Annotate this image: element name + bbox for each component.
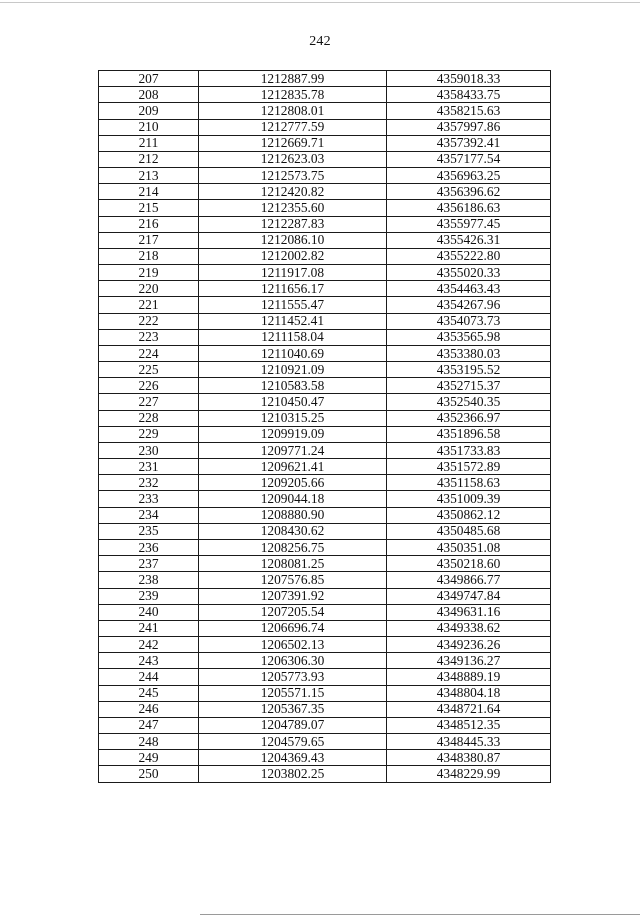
y-coordinate-cell: 4359018.33 (387, 71, 551, 87)
x-coordinate-cell: 1209919.09 (199, 426, 387, 442)
x-coordinate-cell: 1211555.47 (199, 297, 387, 313)
y-coordinate-cell: 4357997.86 (387, 119, 551, 135)
y-coordinate-cell: 4351158.63 (387, 475, 551, 491)
point-number-cell: 241 (99, 620, 199, 636)
table-row (99, 119, 551, 135)
point-number-cell: 250 (99, 766, 199, 782)
table-row (99, 734, 551, 750)
x-coordinate-cell: 1211656.17 (199, 281, 387, 297)
table-row (99, 637, 551, 653)
x-coordinate-cell: 1207576.85 (199, 572, 387, 588)
y-coordinate-cell: 4354463.43 (387, 281, 551, 297)
table-row (99, 410, 551, 426)
table-row (99, 87, 551, 103)
table-row (99, 151, 551, 167)
y-coordinate-cell: 4352540.35 (387, 394, 551, 410)
y-coordinate-cell: 4348229.99 (387, 766, 551, 782)
x-coordinate-cell: 1205773.93 (199, 669, 387, 685)
page-top-edge (0, 2, 640, 3)
x-coordinate-cell: 1210315.25 (199, 410, 387, 426)
point-number-cell: 207 (99, 71, 199, 87)
x-coordinate-cell: 1206306.30 (199, 653, 387, 669)
table-row (99, 539, 551, 555)
y-coordinate-cell: 4351572.89 (387, 459, 551, 475)
y-coordinate-cell: 4353380.03 (387, 345, 551, 361)
table-row (99, 507, 551, 523)
x-coordinate-cell: 1208256.75 (199, 539, 387, 555)
y-coordinate-cell: 4354073.73 (387, 313, 551, 329)
table-row (99, 216, 551, 232)
table-row (99, 168, 551, 184)
y-coordinate-cell: 4358433.75 (387, 87, 551, 103)
y-coordinate-cell: 4349631.16 (387, 604, 551, 620)
x-coordinate-cell: 1212835.78 (199, 87, 387, 103)
point-number-cell: 247 (99, 717, 199, 733)
point-number-cell: 218 (99, 248, 199, 264)
y-coordinate-cell: 4351009.39 (387, 491, 551, 507)
x-coordinate-cell: 1208081.25 (199, 556, 387, 572)
y-coordinate-cell: 4349747.84 (387, 588, 551, 604)
y-coordinate-cell: 4354267.96 (387, 297, 551, 313)
point-number-cell: 248 (99, 734, 199, 750)
point-number-cell: 225 (99, 362, 199, 378)
point-number-cell: 222 (99, 313, 199, 329)
point-number-cell: 246 (99, 701, 199, 717)
table-row (99, 620, 551, 636)
point-number-cell: 210 (99, 119, 199, 135)
point-number-cell: 232 (99, 475, 199, 491)
table-row (99, 103, 551, 119)
x-coordinate-cell: 1209044.18 (199, 491, 387, 507)
y-coordinate-cell: 4355426.31 (387, 232, 551, 248)
x-coordinate-cell: 1203802.25 (199, 766, 387, 782)
x-coordinate-cell: 1211452.41 (199, 313, 387, 329)
table-row (99, 200, 551, 216)
table-row (99, 281, 551, 297)
x-coordinate-cell: 1209621.41 (199, 459, 387, 475)
table-row (99, 717, 551, 733)
page-bottom-edge (200, 914, 640, 915)
table-row (99, 685, 551, 701)
x-coordinate-cell: 1212808.01 (199, 103, 387, 119)
y-coordinate-cell: 4349136.27 (387, 653, 551, 669)
point-number-cell: 224 (99, 345, 199, 361)
point-number-cell: 213 (99, 168, 199, 184)
x-coordinate-cell: 1209771.24 (199, 442, 387, 458)
y-coordinate-cell: 4351896.58 (387, 426, 551, 442)
table-row (99, 766, 551, 782)
point-number-cell: 234 (99, 507, 199, 523)
y-coordinate-cell: 4357392.41 (387, 135, 551, 151)
y-coordinate-cell: 4355222.80 (387, 248, 551, 264)
y-coordinate-cell: 4349338.62 (387, 620, 551, 636)
x-coordinate-cell: 1212420.82 (199, 184, 387, 200)
y-coordinate-cell: 4351733.83 (387, 442, 551, 458)
x-coordinate-cell: 1212669.71 (199, 135, 387, 151)
x-coordinate-cell: 1206502.13 (199, 637, 387, 653)
point-number-cell: 230 (99, 442, 199, 458)
point-number-cell: 233 (99, 491, 199, 507)
x-coordinate-cell: 1212777.59 (199, 119, 387, 135)
x-coordinate-cell: 1208880.90 (199, 507, 387, 523)
x-coordinate-cell: 1212086.10 (199, 232, 387, 248)
table-row (99, 313, 551, 329)
point-number-cell: 236 (99, 539, 199, 555)
y-coordinate-cell: 4349866.77 (387, 572, 551, 588)
table-row (99, 232, 551, 248)
point-number-cell: 229 (99, 426, 199, 442)
y-coordinate-cell: 4348380.87 (387, 750, 551, 766)
point-number-cell: 242 (99, 637, 199, 653)
table-row (99, 459, 551, 475)
x-coordinate-cell: 1212002.82 (199, 248, 387, 264)
x-coordinate-cell: 1212623.03 (199, 151, 387, 167)
point-number-cell: 217 (99, 232, 199, 248)
y-coordinate-cell: 4356963.25 (387, 168, 551, 184)
point-number-cell: 216 (99, 216, 199, 232)
table-row (99, 345, 551, 361)
table-row (99, 297, 551, 313)
x-coordinate-cell: 1210583.58 (199, 378, 387, 394)
x-coordinate-cell: 1208430.62 (199, 523, 387, 539)
x-coordinate-cell: 1207205.54 (199, 604, 387, 620)
point-number-cell: 209 (99, 103, 199, 119)
x-coordinate-cell: 1212287.83 (199, 216, 387, 232)
table-row (99, 71, 551, 87)
table-row (99, 378, 551, 394)
point-number-cell: 214 (99, 184, 199, 200)
table-row (99, 248, 551, 264)
y-coordinate-cell: 4350351.08 (387, 539, 551, 555)
x-coordinate-cell: 1206696.74 (199, 620, 387, 636)
y-coordinate-cell: 4352366.97 (387, 410, 551, 426)
point-number-cell: 227 (99, 394, 199, 410)
table-row (99, 329, 551, 345)
table-row (99, 701, 551, 717)
x-coordinate-cell: 1211040.69 (199, 345, 387, 361)
x-coordinate-cell: 1211158.04 (199, 329, 387, 345)
y-coordinate-cell: 4358215.63 (387, 103, 551, 119)
x-coordinate-cell: 1207391.92 (199, 588, 387, 604)
y-coordinate-cell: 4356396.62 (387, 184, 551, 200)
y-coordinate-cell: 4348804.18 (387, 685, 551, 701)
point-number-cell: 212 (99, 151, 199, 167)
point-number-cell: 219 (99, 265, 199, 281)
point-number-cell: 235 (99, 523, 199, 539)
y-coordinate-cell: 4357177.54 (387, 151, 551, 167)
table-row (99, 523, 551, 539)
table-row (99, 362, 551, 378)
point-number-cell: 239 (99, 588, 199, 604)
coordinates-table-body (99, 71, 551, 783)
point-number-cell: 240 (99, 604, 199, 620)
table-row (99, 588, 551, 604)
y-coordinate-cell: 4348512.35 (387, 717, 551, 733)
x-coordinate-cell: 1212887.99 (199, 71, 387, 87)
y-coordinate-cell: 4349236.26 (387, 637, 551, 653)
point-number-cell: 245 (99, 685, 199, 701)
table-row (99, 394, 551, 410)
x-coordinate-cell: 1212573.75 (199, 168, 387, 184)
y-coordinate-cell: 4355977.45 (387, 216, 551, 232)
table-row (99, 604, 551, 620)
y-coordinate-cell: 4348445.33 (387, 734, 551, 750)
table-row (99, 442, 551, 458)
y-coordinate-cell: 4348721.64 (387, 701, 551, 717)
table-row (99, 572, 551, 588)
x-coordinate-cell: 1211917.08 (199, 265, 387, 281)
point-number-cell: 215 (99, 200, 199, 216)
table-row (99, 669, 551, 685)
table-row (99, 556, 551, 572)
table-row (99, 135, 551, 151)
point-number-cell: 221 (99, 297, 199, 313)
point-number-cell: 238 (99, 572, 199, 588)
y-coordinate-cell: 4350485.68 (387, 523, 551, 539)
point-number-cell: 231 (99, 459, 199, 475)
y-coordinate-cell: 4353195.52 (387, 362, 551, 378)
y-coordinate-cell: 4350862.12 (387, 507, 551, 523)
x-coordinate-cell: 1205367.35 (199, 701, 387, 717)
point-number-cell: 226 (99, 378, 199, 394)
point-number-cell: 244 (99, 669, 199, 685)
y-coordinate-cell: 4348889.19 (387, 669, 551, 685)
point-number-cell: 249 (99, 750, 199, 766)
y-coordinate-cell: 4350218.60 (387, 556, 551, 572)
table-row (99, 265, 551, 281)
page-number: 242 (309, 34, 331, 49)
x-coordinate-cell: 1212355.60 (199, 200, 387, 216)
table-row (99, 491, 551, 507)
x-coordinate-cell: 1210450.47 (199, 394, 387, 410)
x-coordinate-cell: 1205571.15 (199, 685, 387, 701)
point-number-cell: 243 (99, 653, 199, 669)
point-number-cell: 220 (99, 281, 199, 297)
table-row (99, 426, 551, 442)
x-coordinate-cell: 1204369.43 (199, 750, 387, 766)
point-number-cell: 211 (99, 135, 199, 151)
table-row (99, 184, 551, 200)
coordinates-table (98, 70, 551, 783)
point-number-cell: 228 (99, 410, 199, 426)
point-number-cell: 208 (99, 87, 199, 103)
table-row (99, 475, 551, 491)
point-number-cell: 237 (99, 556, 199, 572)
y-coordinate-cell: 4353565.98 (387, 329, 551, 345)
y-coordinate-cell: 4355020.33 (387, 265, 551, 281)
x-coordinate-cell: 1204789.07 (199, 717, 387, 733)
x-coordinate-cell: 1209205.66 (199, 475, 387, 491)
x-coordinate-cell: 1204579.65 (199, 734, 387, 750)
table-row (99, 750, 551, 766)
point-number-cell: 223 (99, 329, 199, 345)
table-row (99, 653, 551, 669)
y-coordinate-cell: 4356186.63 (387, 200, 551, 216)
x-coordinate-cell: 1210921.09 (199, 362, 387, 378)
y-coordinate-cell: 4352715.37 (387, 378, 551, 394)
